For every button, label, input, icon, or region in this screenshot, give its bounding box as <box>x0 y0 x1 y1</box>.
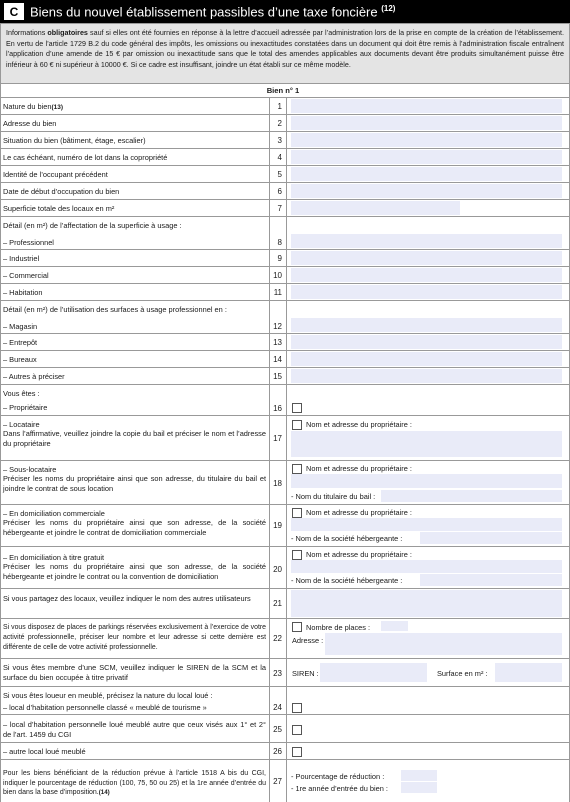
nature-du-bien-field[interactable] <box>291 99 562 113</box>
row-label: – Commercial <box>3 271 49 280</box>
row-number: 21 <box>273 599 282 608</box>
table-row <box>0 760 570 802</box>
gratuite-proprietaire-field[interactable] <box>291 560 562 573</box>
table-row <box>0 416 570 461</box>
row-number: 18 <box>273 479 282 488</box>
row-number: 9 <box>277 254 282 263</box>
section-header <box>0 0 570 23</box>
locataire-checkbox[interactable] <box>292 420 302 430</box>
row-label: Situation du bien (bâtiment, étage, escalier) <box>3 136 146 145</box>
row-number: 8 <box>277 238 282 247</box>
sous-locataire-proprietaire-field[interactable] <box>291 474 562 488</box>
table-row <box>0 589 570 619</box>
table-row <box>0 385 570 416</box>
row-number: 13 <box>273 338 282 347</box>
row-number: 20 <box>273 565 282 574</box>
intro-text-2: sauf si elles ont été fournies en réponse à la lettre d’accueil adressée par l’administration lors de la prise en compte de la création de l’établissement. En vertu de l’article 1729 B.2 du code général des impôts, les omissions ou inexactitudes constatées dans un document qui doit être remis à l’administration fiscale entraînent l’application d’une amende de 15 € par omission ou inexactitude sans que le total des amendes applicables aux documents devant être produits simultanément puisse être inférieur à 60 € ni supérieur à 10000 €. Si ce cadre est insuffisant, joindre un état établi sur ce même modèle. <box>6 29 564 69</box>
row-number: 17 <box>273 434 282 443</box>
row-label: – Propriétaire <box>3 403 48 412</box>
row-label: Si vous êtes membre d’une SCM, veuillez indiquer le SIREN de la SCM et la surface du bien occupée à titre privatif <box>3 663 266 682</box>
table-row <box>0 284 570 301</box>
row-label: – En domiciliation à titre gratuit <box>3 553 105 562</box>
pourcentage-field[interactable] <box>401 770 437 781</box>
intro-notice <box>0 23 570 84</box>
row-label: Adresse du bien <box>3 119 57 128</box>
row-number: 22 <box>273 634 282 643</box>
societe-hebergeante-field[interactable] <box>420 532 562 544</box>
nombre-places-field[interactable] <box>381 621 408 631</box>
table-row <box>0 200 570 217</box>
row-note: (14) <box>98 789 110 796</box>
date-occupation-field[interactable] <box>291 184 562 198</box>
table-row <box>0 132 570 149</box>
section-title-note: (12) <box>381 3 396 13</box>
table-row <box>0 743 570 760</box>
nombre-places-label: Nombre de places : <box>306 623 371 632</box>
row-label: – Habitation <box>3 288 43 297</box>
titulaire-bail-field[interactable] <box>381 490 562 502</box>
row-note: (13) <box>51 104 64 111</box>
row-number: 11 <box>273 288 282 297</box>
proprietaire-name-label: Nom et adresse du propriétaire : <box>306 464 412 473</box>
row-description: Préciser les noms du propriétaire ainsi que son adresse, de la société hébergeante et joindre le contrat ou la convention de domiciliation <box>3 562 266 581</box>
section-letter-badge: C <box>4 3 24 20</box>
societe-hebergeante-label: - Nom de la société hébergeante : <box>291 534 403 543</box>
domiciliation-proprietaire-field[interactable] <box>291 518 562 531</box>
table-row <box>0 217 570 250</box>
domiciliation-commerciale-checkbox[interactable] <box>292 508 302 518</box>
parking-adresse-label: Adresse : <box>292 636 324 645</box>
row-number: 26 <box>273 747 282 756</box>
row-label: Pour les biens bénéficiant de la réduction prévue à l’article 1518 A bis du CGI, indiquer le pourcentage de réduction (100, 75, 50 ou 25) et la 1re année d’entrée du bien dans la base d’imposition. <box>3 770 266 796</box>
row-number: 15 <box>273 372 282 381</box>
row-description: Dans l’affirmative, veuillez joindre la copie du bail et préciser le nom et l’adresse du propriétaire <box>3 429 266 448</box>
row-label: – Professionnel <box>3 238 54 247</box>
autres-utilisateurs-field[interactable] <box>291 590 562 617</box>
table-row <box>0 461 570 505</box>
table-row <box>0 98 570 115</box>
table-row <box>0 659 570 687</box>
row-number: 27 <box>273 777 282 786</box>
row-label: Si vous partagez des locaux, veuillez indiquer le nom des autres utilisateurs <box>3 594 251 603</box>
proprietaire-name-label: Nom et adresse du propriétaire : <box>306 420 412 429</box>
meuble-tourisme-checkbox[interactable] <box>292 703 302 713</box>
utilisation-heading: Détail (en m²) de l’utilisation des surfaces à usage professionnel en : <box>3 305 227 314</box>
row-number: 16 <box>273 404 282 413</box>
row-number: 10 <box>273 271 282 280</box>
table-row <box>0 715 570 743</box>
row-label: – Autres à préciser <box>3 372 65 381</box>
parking-checkbox[interactable] <box>292 622 302 632</box>
row-number: 5 <box>277 170 282 179</box>
row-label: Identité de l’occupant précédent <box>3 170 108 179</box>
row-label: – Magasin <box>3 322 38 331</box>
superficie-totale-field[interactable] <box>291 201 460 215</box>
affectation-heading: Détail (en m²) de l’affectation de la superficie à usage : <box>3 221 182 230</box>
row-label: Date de début d’occupation du bien <box>3 187 120 196</box>
table-row <box>0 115 570 132</box>
commercial-field[interactable] <box>291 268 562 282</box>
bureaux-field[interactable] <box>291 352 562 366</box>
proprietaire-name-label: Nom et adresse du propriétaire : <box>306 550 412 559</box>
table-row <box>0 351 570 368</box>
row-number: 6 <box>277 187 282 196</box>
autres-field[interactable] <box>291 369 562 383</box>
surface-label: Surface en m² : <box>437 669 488 678</box>
siren-field[interactable] <box>320 663 427 682</box>
row-label: – Industriel <box>3 254 40 263</box>
adresse-du-bien-field[interactable] <box>291 116 562 130</box>
societe-hebergeante-label: - Nom de la société hébergeante : <box>291 576 403 585</box>
row-number: 4 <box>277 153 282 162</box>
pourcentage-label: - Pourcentage de réduction : <box>291 772 385 781</box>
table-row <box>0 334 570 351</box>
table-row <box>0 250 570 267</box>
row-description: Préciser les noms du propriétaire ainsi que son adresse, de la société hébergeante et joindre le contrat de domiciliation commerciale <box>3 518 266 537</box>
meuble-heading: Si vous êtes loueur en meublé, précisez la nature du local loué : <box>3 691 213 700</box>
row-label: Le cas échéant, numéro de lot dans la copropriété <box>3 153 168 162</box>
table-row <box>0 619 570 659</box>
meuble-habitation-checkbox[interactable] <box>292 725 302 735</box>
row-label: – autre local loué meublé <box>3 747 86 756</box>
row-label: Nature du bien <box>3 102 52 111</box>
bien-header <box>0 84 570 98</box>
row-label: Superficie totale des locaux en m² <box>3 204 115 213</box>
professionnel-field[interactable] <box>291 234 562 248</box>
row-label: – Entrepôt <box>3 338 38 347</box>
premiere-annee-label: - 1re année d’entrée du bien : <box>291 784 388 793</box>
industriel-field[interactable] <box>291 251 562 265</box>
row-label: – local d’habitation personnelle loué meublé autre que ceux visés aux 1° et 2° de l’art. 1459 du CGI <box>3 720 266 739</box>
intro-text-1: Informations <box>6 29 48 37</box>
table-row <box>0 547 570 589</box>
row-number: 23 <box>273 669 282 678</box>
table-row <box>0 267 570 284</box>
proprietaire-checkbox[interactable] <box>292 403 302 413</box>
numero-de-lot-field[interactable] <box>291 150 562 164</box>
locataire-proprietaire-field[interactable] <box>291 431 562 457</box>
row-label: – Locataire <box>3 420 40 429</box>
table-row <box>0 149 570 166</box>
situation-du-bien-field[interactable] <box>291 133 562 147</box>
bien-header-label: Bien n° 1 <box>266 86 300 95</box>
row-label: – En domiciliation commerciale <box>3 509 105 518</box>
row-number: 7 <box>277 204 282 213</box>
table-row <box>0 183 570 200</box>
habitation-field[interactable] <box>291 285 562 299</box>
surface-field[interactable] <box>495 663 562 682</box>
row-label: – Bureaux <box>3 355 37 364</box>
domiciliation-gratuite-checkbox[interactable] <box>292 550 302 560</box>
autre-meuble-checkbox[interactable] <box>292 747 302 757</box>
section-title-text: Biens du nouvel établissement passibles d’une taxe foncière <box>30 4 378 20</box>
gratuite-societe-field[interactable] <box>420 574 562 586</box>
vous-etes-heading: Vous êtes : <box>3 389 40 398</box>
row-number: 24 <box>273 703 282 712</box>
row-number: 19 <box>273 521 282 530</box>
row-number: 2 <box>277 119 282 128</box>
magasin-field[interactable] <box>291 318 562 332</box>
table-row <box>0 301 570 334</box>
intro-bold: obligatoires <box>47 29 88 37</box>
row-number: 1 <box>277 102 282 111</box>
table-row <box>0 368 570 385</box>
row-label: Si vous disposez de places de parkings réservées exclusivement à l’exercice de votre activité professionnelle, préciser leur nombre et leur adresse si cette dernière est différente de celle de votre activité professionnelle. <box>3 624 266 651</box>
section-title <box>30 4 395 19</box>
premiere-annee-field[interactable] <box>401 782 437 793</box>
row-number: 14 <box>273 355 282 364</box>
row-number: 12 <box>273 322 282 331</box>
row-label: – Sous-locataire <box>3 465 57 474</box>
entrepot-field[interactable] <box>291 335 562 349</box>
proprietaire-name-label: Nom et adresse du propriétaire : <box>306 508 412 517</box>
row-label: – local d’habitation personnelle classé « meublé de tourisme » <box>3 703 207 712</box>
sous-locataire-checkbox[interactable] <box>292 464 302 474</box>
parking-adresse-field[interactable] <box>325 633 562 655</box>
row-description: Préciser les noms du propriétaire ainsi que son adresse, du titulaire du bail et joindre le contrat de sous location <box>3 474 266 493</box>
table-row <box>0 687 570 715</box>
row-number: 3 <box>277 136 282 145</box>
titulaire-bail-label: - Nom du titulaire du bail : <box>291 492 376 501</box>
row-number: 25 <box>273 725 282 734</box>
table-row <box>0 166 570 183</box>
siren-label: SIREN : <box>292 669 319 678</box>
occupant-precedent-field[interactable] <box>291 167 562 181</box>
table-row <box>0 505 570 547</box>
